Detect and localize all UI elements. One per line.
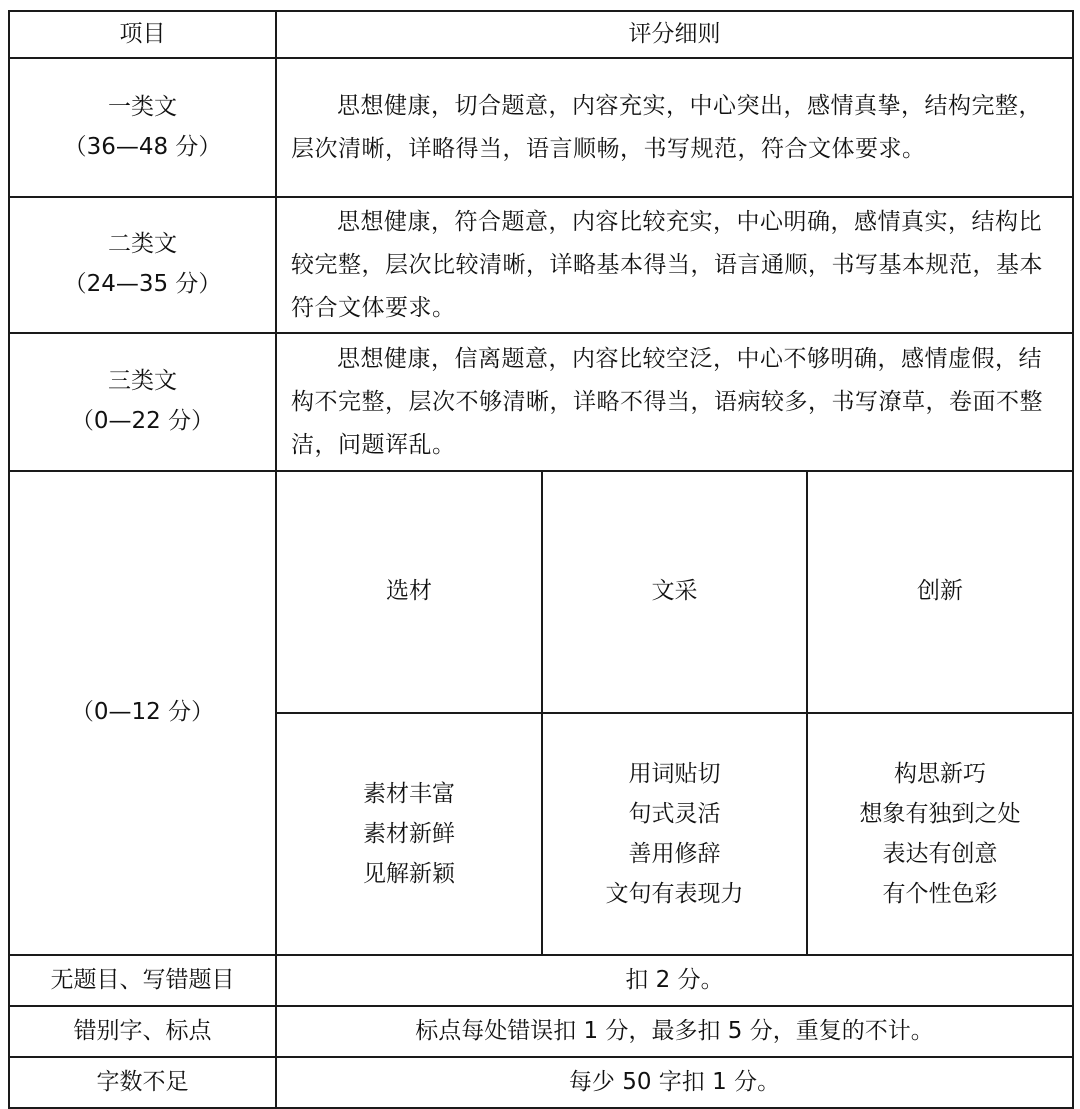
list-item: 构思新巧 [894, 761, 986, 787]
criteria-list-innovation-cell [807, 713, 1072, 954]
grade-1-range: （36—48 分） [63, 133, 222, 160]
criteria-title-style: 文采 [542, 472, 807, 713]
grade-2-range: （24—35 分） [63, 271, 222, 297]
grade-3-description-cell [276, 333, 1073, 471]
grade-2-description-cell [276, 197, 1073, 333]
scoring-rubric-table [8, 10, 1074, 1109]
grade-row-1 [9, 58, 1073, 197]
grade-3-range: （0—22 分） [70, 408, 215, 434]
list-item: 文句有表现力 [605, 881, 744, 907]
bonus-criteria-body-row [277, 713, 1072, 954]
grade-1-label-cell [9, 58, 276, 197]
list-item: 句式灵活 [628, 801, 721, 827]
table-header-row [9, 11, 1073, 58]
criteria-title-material: 选材 [277, 472, 542, 713]
header-rule-cell: 评分细则 [276, 11, 1073, 58]
criteria-list-material-cell [277, 713, 542, 954]
deduction-length-item: 字数不足 [9, 1057, 276, 1108]
criteria-list-style-cell [542, 713, 807, 954]
deduction-row-title [9, 955, 1073, 1006]
list-item: 表达有创意 [882, 841, 998, 867]
bonus-row [9, 471, 1073, 955]
bonus-criteria-table [277, 472, 1072, 954]
bonus-criteria-header-row [277, 472, 1072, 713]
deduction-typos-rule: 标点每处错误扣 1 分，最多扣 5 分，重复的不计。 [276, 1006, 1073, 1057]
grade-1-description-cell [276, 58, 1073, 197]
grade-3-description: 思想健康，信离题意，内容比较空泛，中心不够明确，感情虚假，结构不完整，层次不够清晰，详略不得当，语病较多，书写潦草，卷面不整洁，问题诨乱。 [291, 345, 1043, 458]
grade-2-name: 二类文 [108, 231, 177, 258]
list-item: 想象有独到之处 [859, 801, 1021, 827]
criteria-list-style [543, 754, 806, 914]
deduction-typos-item: 错别字、标点 [9, 1006, 276, 1057]
list-item: 素材新鲜 [363, 821, 455, 847]
criteria-title-innovation: 创新 [807, 472, 1072, 713]
bonus-range-cell: （0—12 分） [9, 471, 276, 955]
deduction-title-item: 无题目、写错题目 [9, 955, 276, 1006]
grade-row-2 [9, 197, 1073, 333]
grade-3-label-cell [9, 333, 276, 471]
grade-row-3 [9, 333, 1073, 471]
list-item: 用词贴切 [628, 761, 721, 787]
grade-1-name: 一类文 [108, 93, 177, 120]
list-item: 素材丰富 [363, 781, 455, 807]
header-item-cell: 项目 [9, 11, 276, 58]
bonus-criteria-cell [276, 471, 1073, 955]
list-item: 善用修辞 [628, 841, 721, 867]
deduction-row-length [9, 1057, 1073, 1108]
grade-3-name: 三类文 [108, 368, 177, 395]
grade-2-description: 思想健康，符合题意，内容比较充实，中心明确，感情真实，结构比较完整，层次比较清晰，详略基本得当，语言通顺，书写基本规范，基本符合文体要求。 [291, 208, 1043, 321]
list-item: 见解新颖 [363, 861, 455, 887]
list-item: 有个性色彩 [882, 881, 998, 907]
grade-2-label-cell [9, 197, 276, 333]
deduction-row-typos [9, 1006, 1073, 1057]
grade-1-description: 思想健康，切合题意，内容充实，中心突出，感情真挚，结构完整，层次清晰，详略得当，语言顺畅，书写规范，符合文体要求。 [291, 92, 1042, 162]
rubric-sheet [8, 10, 1074, 1095]
criteria-list-innovation [808, 754, 1072, 914]
deduction-title-rule: 扣 2 分。 [276, 955, 1073, 1006]
criteria-list-material [277, 774, 541, 894]
deduction-length-rule: 每少 50 字扣 1 分。 [276, 1057, 1073, 1108]
